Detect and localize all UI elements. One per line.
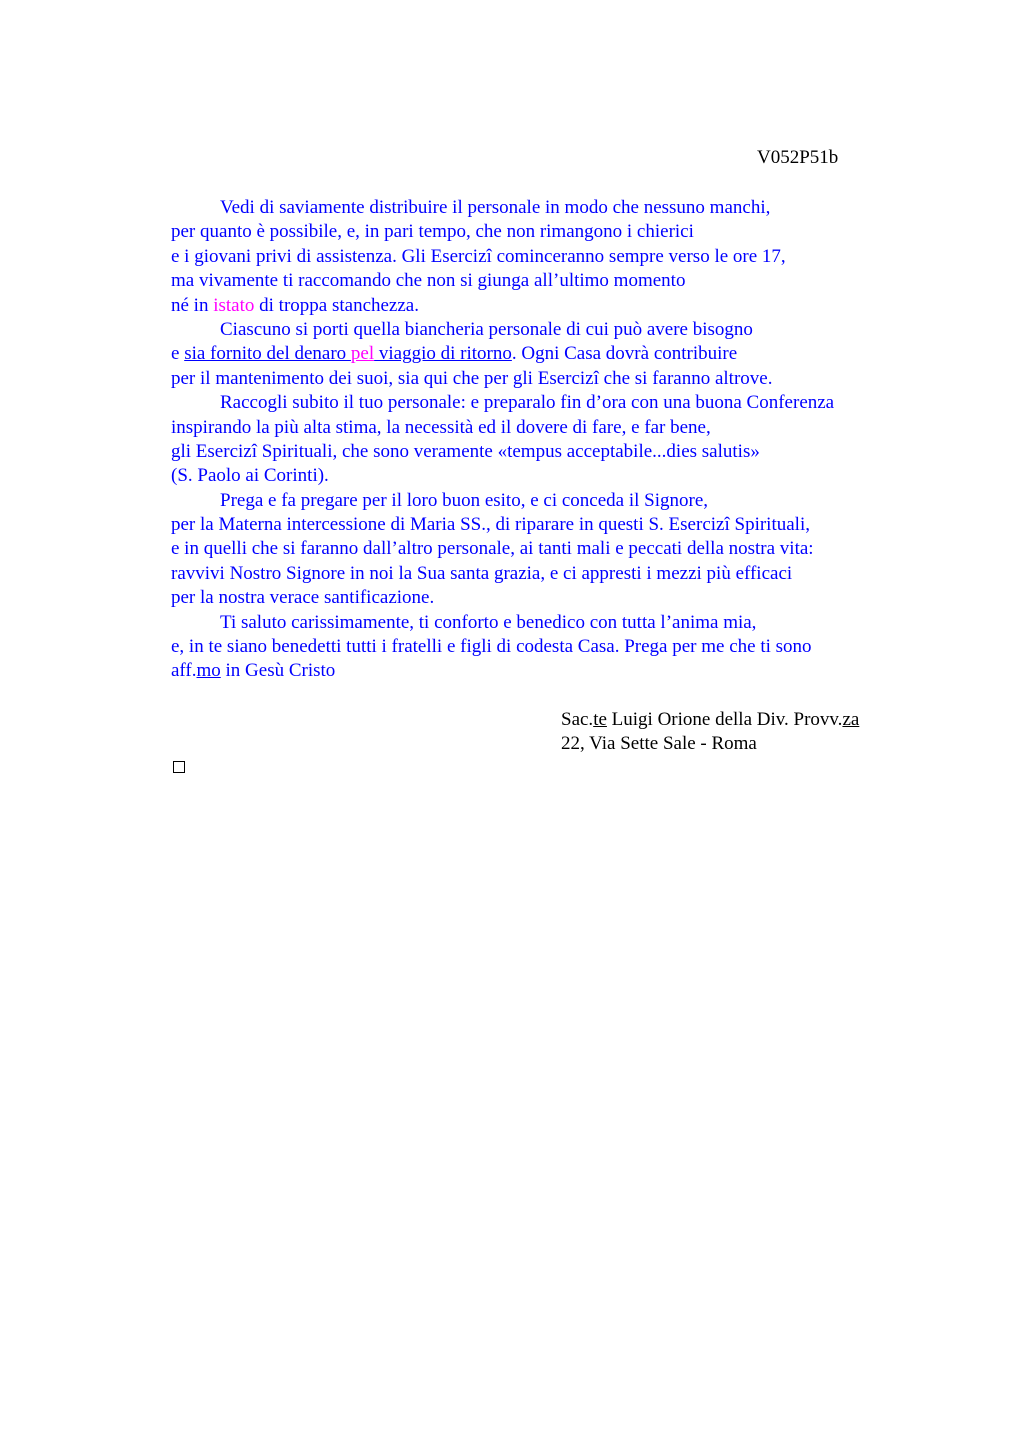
letter-line [171,464,911,488]
text-segment: per la Materna intercessione di Maria SS., di riparare in questi S. Esercizi [171,514,730,536]
text-segment: e in quelli che si faranno dall’altro personale, ai tanti mali e peccati della nostra vita: [171,538,814,560]
text-segment: Spirituali, [729,514,810,536]
text-segment: za [842,709,860,730]
letter-line [171,513,911,537]
letter-line [171,294,911,318]
text-segment: sia fornito del denaro [184,343,351,365]
text-segment: pel [350,343,375,365]
letter-line [171,611,911,635]
text-segment: istato [213,294,255,316]
text-segment: ravvivi Nostro Signore in noi la Sua santa grazia, e ci appresti i mezzi più efficaci [171,562,793,584]
text-segment: Sac. [561,709,594,730]
signature-name [561,708,859,732]
text-segment: e [171,343,185,365]
letter-line [171,586,911,610]
letter-line [171,562,911,586]
text-segment: Prega e fa pregare per il loro buon esito, e ci conceda il Signore, [220,489,709,511]
letter-line [171,245,911,269]
text-segment: in Gesù Cristo [220,660,336,682]
signature-address [561,732,859,756]
text-segment: e, in te siano benedetti tutti i fratelli e figli di codesta Casa. Prega per me che ti sono [171,636,812,658]
letter-line [171,659,911,683]
page-reference-code: V052P51b [757,147,839,168]
checkbox-icon [173,761,185,773]
text-segment: 22, Via Sette Sale - Roma [561,733,757,755]
text-segment: per il mantenimento dei suoi, sia qui che per gli Esercizi [171,367,599,389]
text-segment: ma vivamente ti raccomando che non si giunga all’ultimo momento [171,270,686,292]
text-segment: di troppa stanchezza. [254,294,419,316]
letter-line [171,269,911,293]
text-segment: né in [171,294,214,316]
text-segment: Spirituali, che sono veramente «tempus acceptabile...dies salutis» [257,440,760,462]
text-segment: (S. Paolo ai Corinti). [171,465,329,487]
text-segment: Raccogli subito il tuo personale: e preparalo fin d’ora con una buona Conferenza [220,392,835,414]
letter-line [171,196,911,220]
letter-line [171,367,911,391]
text-segment: viaggio di ritorno [374,343,512,365]
letter-body [171,196,911,684]
text-segment: Ti saluto carissimamente, ti conforto e benedico con tutta l’anima mia, [220,611,757,633]
text-segment: aff. [171,660,197,682]
text-segment: Ciascuno si porti quella biancheria personale di cui può avere bisogno [220,318,753,340]
letter-line [171,537,911,561]
letter-line [171,635,911,659]
letter-line [171,318,911,342]
letter-line [171,342,911,366]
text-segment: mo [196,660,221,682]
text-segment: che si faranno altrove. [598,367,773,389]
letter-line [171,220,911,244]
text-segment: e i giovani privi di assistenza. Gli Esercizi [171,245,492,267]
letter-line [171,489,911,513]
text-segment: per quanto è possibile, e, in pari tempo, che non rimangono i chierici [171,221,694,243]
text-segment: te [593,709,607,730]
letter-line [171,440,911,464]
signature-block [561,708,859,757]
text-segment: Vedi di saviamente distribuire il personale in modo che nessuno manchi, [220,197,771,218]
text-segment: per la nostra verace santificazione. [171,587,435,609]
text-segment: cominceranno sempre verso le ore 17, [491,245,786,267]
text-segment: gli Esercizi [171,440,257,462]
letter-line [171,391,911,415]
text-segment: Luigi Orione della Div. Provv. [606,709,843,730]
text-segment: . Ogni Casa dovrà contribuire [511,343,738,365]
letter-line [171,416,911,440]
text-segment: inspirando la più alta stima, la necessità ed il dovere di fare, e far bene, [171,416,711,438]
